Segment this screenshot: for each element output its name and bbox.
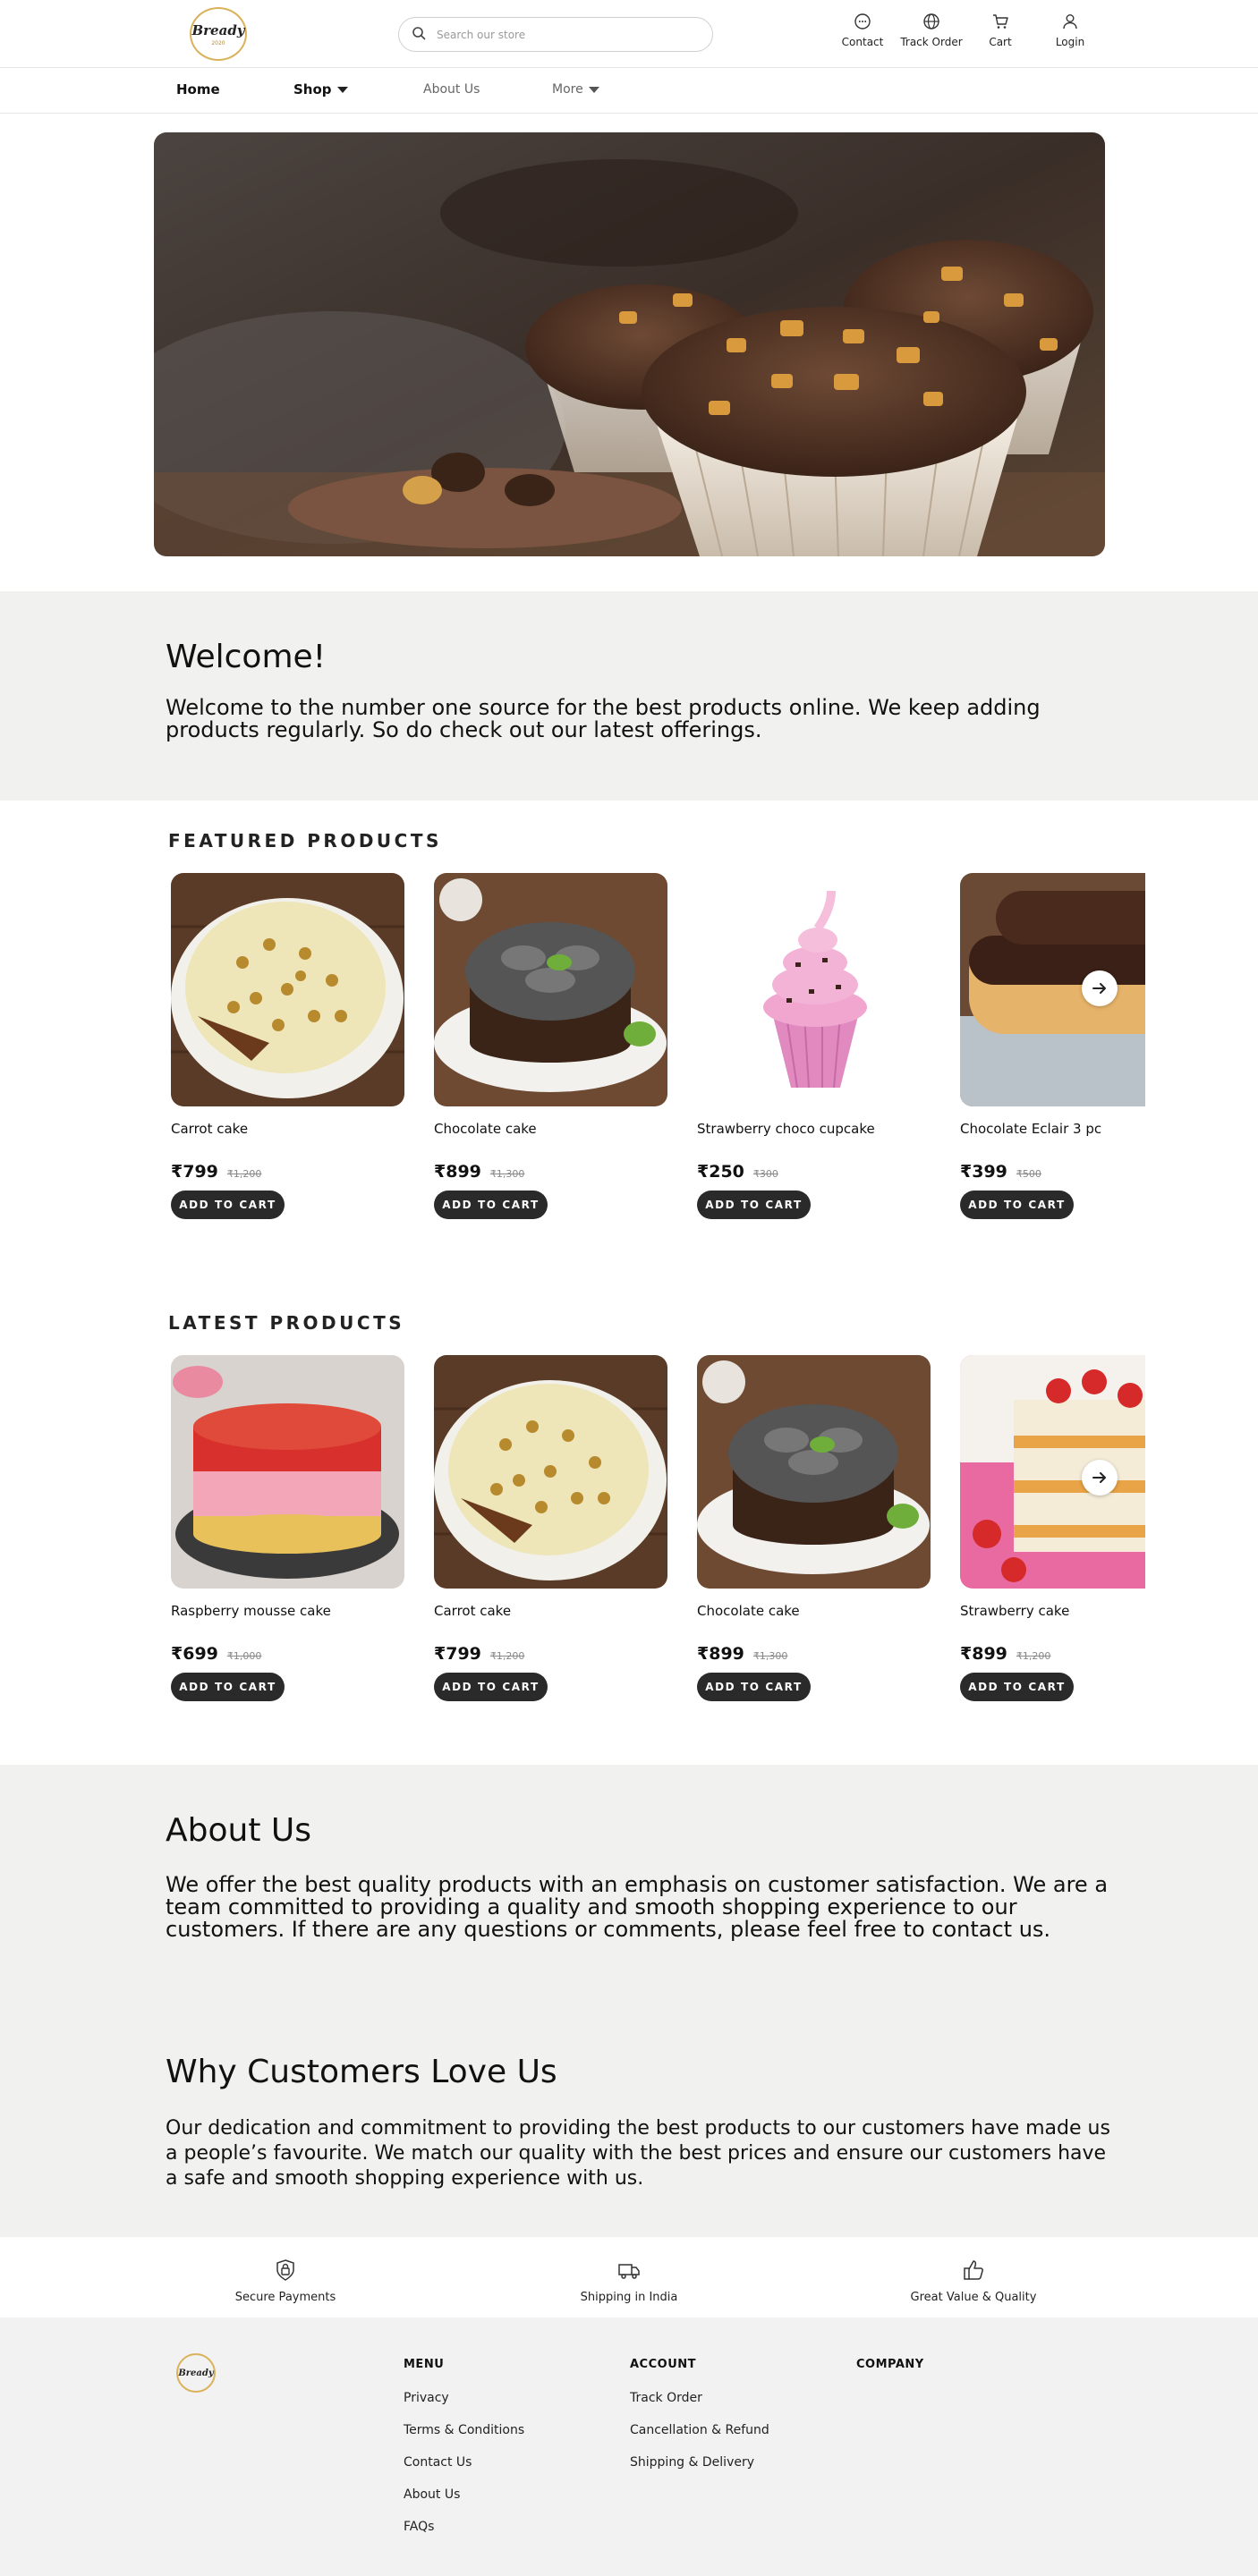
- welcome-title: Welcome!: [166, 639, 327, 675]
- add-to-cart-button[interactable]: ADD TO CART: [434, 1673, 548, 1701]
- product-name[interactable]: Carrot cake: [434, 1603, 512, 1619]
- why-title: Why Customers Love Us: [166, 2054, 557, 2090]
- product-price: ₹899: [434, 1162, 481, 1182]
- product-name[interactable]: Strawberry cake: [960, 1603, 1070, 1619]
- product-card[interactable]: [697, 873, 931, 1219]
- cart-label: Cart: [989, 36, 1012, 48]
- shield-lock-icon: [274, 2258, 297, 2282]
- product-card[interactable]: [960, 873, 1145, 1219]
- about-text: We offer the best quality products with an emphasis on customer satisfaction. We are a team committed to providing a quality and smooth shopping experience to our customers. If there are any questions or comments, please feel free to contact us.: [166, 1872, 1109, 1942]
- product-old-price: ₹1,200: [226, 1168, 262, 1180]
- product-old-price: ₹300: [752, 1168, 778, 1180]
- user-icon: [1061, 13, 1079, 30]
- feature-shipping: [495, 2258, 763, 2304]
- product-old-price: ₹1,200: [1016, 1650, 1051, 1662]
- welcome-text: Welcome to the number one source for the best products online. We keep adding products regularly. So do check out our latest offerings.: [166, 695, 1041, 742]
- feature-value: [839, 2258, 1108, 2304]
- product-old-price: ₹1,300: [489, 1168, 525, 1180]
- footer-link-about[interactable]: About Us: [404, 2487, 461, 2502]
- arrow-right-icon: [1091, 1469, 1109, 1487]
- footer-link-terms[interactable]: Terms & Conditions: [404, 2423, 525, 2437]
- product-name[interactable]: Carrot cake: [171, 1121, 249, 1137]
- about-section: [0, 1765, 1258, 2237]
- footer-link-contact[interactable]: Contact Us: [404, 2455, 472, 2470]
- nav-home[interactable]: [176, 81, 220, 97]
- featured-carousel: [170, 873, 1145, 1249]
- product-price: ₹799: [434, 1644, 481, 1664]
- product-card[interactable]: [171, 1355, 405, 1701]
- footer-menu-heading: MENU: [404, 2358, 445, 2371]
- nav-about[interactable]: [423, 82, 480, 97]
- main-nav: [0, 68, 1258, 114]
- product-image[interactable]: [434, 1355, 667, 1589]
- product-card[interactable]: [171, 873, 405, 1219]
- logo-subtext: 2020: [211, 39, 225, 47]
- add-to-cart-button[interactable]: ADD TO CART: [171, 1191, 285, 1219]
- product-price: ₹250: [697, 1162, 744, 1182]
- product-price: ₹399: [960, 1162, 1007, 1182]
- add-to-cart-button[interactable]: ADD TO CART: [171, 1673, 285, 1701]
- nav-more-label: More: [552, 82, 583, 97]
- latest-title: LATEST PRODUCTS: [168, 1312, 405, 1334]
- product-name[interactable]: Chocolate Eclair 3 pc: [960, 1121, 1102, 1137]
- why-text: Our dedication and commitment to providing the best products to our customers have made us a people’s favourite. We match our quality with the best prices and ensure our customers have a safe and smooth shopping experience with us.: [166, 2117, 1110, 2190]
- footer-menu-column: [404, 2358, 524, 2552]
- product-card[interactable]: [960, 1355, 1145, 1701]
- product-price: ₹899: [697, 1644, 744, 1664]
- footer-link-faqs[interactable]: FAQs: [404, 2520, 435, 2534]
- feature-secure-payments: [151, 2258, 420, 2304]
- footer-link-track-order[interactable]: Track Order: [630, 2391, 702, 2405]
- featured-title: FEATURED PRODUCTS: [168, 830, 442, 852]
- product-price: ₹799: [171, 1162, 218, 1182]
- product-image[interactable]: [171, 873, 404, 1106]
- add-to-cart-button[interactable]: ADD TO CART: [697, 1673, 811, 1701]
- site-header: [0, 0, 1258, 68]
- track-order-label: Track Order: [900, 36, 963, 48]
- product-old-price: ₹1,300: [752, 1650, 788, 1662]
- latest-carousel: [170, 1355, 1145, 1731]
- footer-company-column: [856, 2358, 924, 2391]
- add-to-cart-button[interactable]: ADD TO CART: [434, 1191, 548, 1219]
- product-card[interactable]: [434, 873, 668, 1219]
- product-price: ₹699: [171, 1644, 218, 1664]
- truck-icon: [617, 2258, 641, 2282]
- product-image[interactable]: [434, 873, 667, 1106]
- add-to-cart-button[interactable]: ADD TO CART: [960, 1673, 1074, 1701]
- logo-text: Bready: [191, 21, 245, 38]
- carousel-next-button[interactable]: [1082, 970, 1118, 1006]
- welcome-section: [0, 591, 1258, 801]
- feature-label: Shipping in India: [580, 2291, 678, 2304]
- chevron-down-icon: [337, 87, 348, 93]
- search-input[interactable]: [437, 29, 687, 41]
- product-card[interactable]: [697, 1355, 931, 1701]
- login-label: Login: [1055, 36, 1085, 48]
- chevron-down-icon: [589, 87, 599, 93]
- search-icon[interactable]: [412, 26, 426, 44]
- arrow-right-icon: [1091, 979, 1109, 997]
- nav-shop-label: Shop: [293, 81, 332, 97]
- nav-shop[interactable]: [293, 81, 348, 97]
- footer-logo-text: Bready: [178, 2368, 214, 2378]
- footer-account-heading: ACCOUNT: [630, 2358, 696, 2371]
- footer-account-column: [630, 2358, 769, 2487]
- brand-logo[interactable]: [190, 7, 247, 61]
- contact-label: Contact: [841, 36, 884, 48]
- product-name[interactable]: Chocolate cake: [434, 1121, 537, 1137]
- cart-icon: [991, 13, 1009, 30]
- product-card[interactable]: [434, 1355, 668, 1701]
- product-old-price: ₹1,200: [489, 1650, 525, 1662]
- thumbs-up-icon: [962, 2258, 985, 2282]
- product-name[interactable]: Strawberry choco cupcake: [697, 1121, 875, 1137]
- product-image[interactable]: [697, 1355, 931, 1589]
- chat-icon: [854, 13, 871, 30]
- search-bar[interactable]: [398, 17, 713, 52]
- product-image[interactable]: [697, 873, 931, 1106]
- feature-label: Great Value & Quality: [910, 2291, 1037, 2304]
- product-old-price: ₹500: [1016, 1168, 1041, 1180]
- footer-link-cancellation[interactable]: Cancellation & Refund: [630, 2423, 769, 2437]
- about-title: About Us: [166, 1812, 311, 1849]
- nav-more[interactable]: [552, 82, 599, 97]
- product-old-price: ₹1,000: [226, 1650, 262, 1662]
- product-price: ₹899: [960, 1644, 1007, 1664]
- nav-home-label: Home: [176, 81, 220, 97]
- globe-icon: [922, 13, 940, 30]
- add-to-cart-button[interactable]: ADD TO CART: [697, 1191, 811, 1219]
- product-image[interactable]: [960, 1355, 1145, 1589]
- product-name[interactable]: Chocolate cake: [697, 1603, 800, 1619]
- hero-muffins-image: [154, 132, 1105, 556]
- footer-company-heading: COMPANY: [856, 2358, 924, 2371]
- site-footer: [0, 2318, 1258, 2576]
- footer-logo[interactable]: [176, 2353, 216, 2393]
- feature-label: Secure Payments: [234, 2291, 336, 2304]
- carousel-next-button[interactable]: [1082, 1460, 1118, 1496]
- product-image[interactable]: [171, 1355, 404, 1589]
- hero-banner[interactable]: [154, 132, 1105, 556]
- footer-link-privacy[interactable]: Privacy: [404, 2391, 449, 2405]
- login-link[interactable]: [1025, 13, 1115, 48]
- nav-about-label: About Us: [423, 82, 480, 97]
- product-name[interactable]: Raspberry mousse cake: [171, 1603, 331, 1619]
- add-to-cart-button[interactable]: ADD TO CART: [960, 1191, 1074, 1219]
- footer-link-shipping[interactable]: Shipping & Delivery: [630, 2455, 755, 2470]
